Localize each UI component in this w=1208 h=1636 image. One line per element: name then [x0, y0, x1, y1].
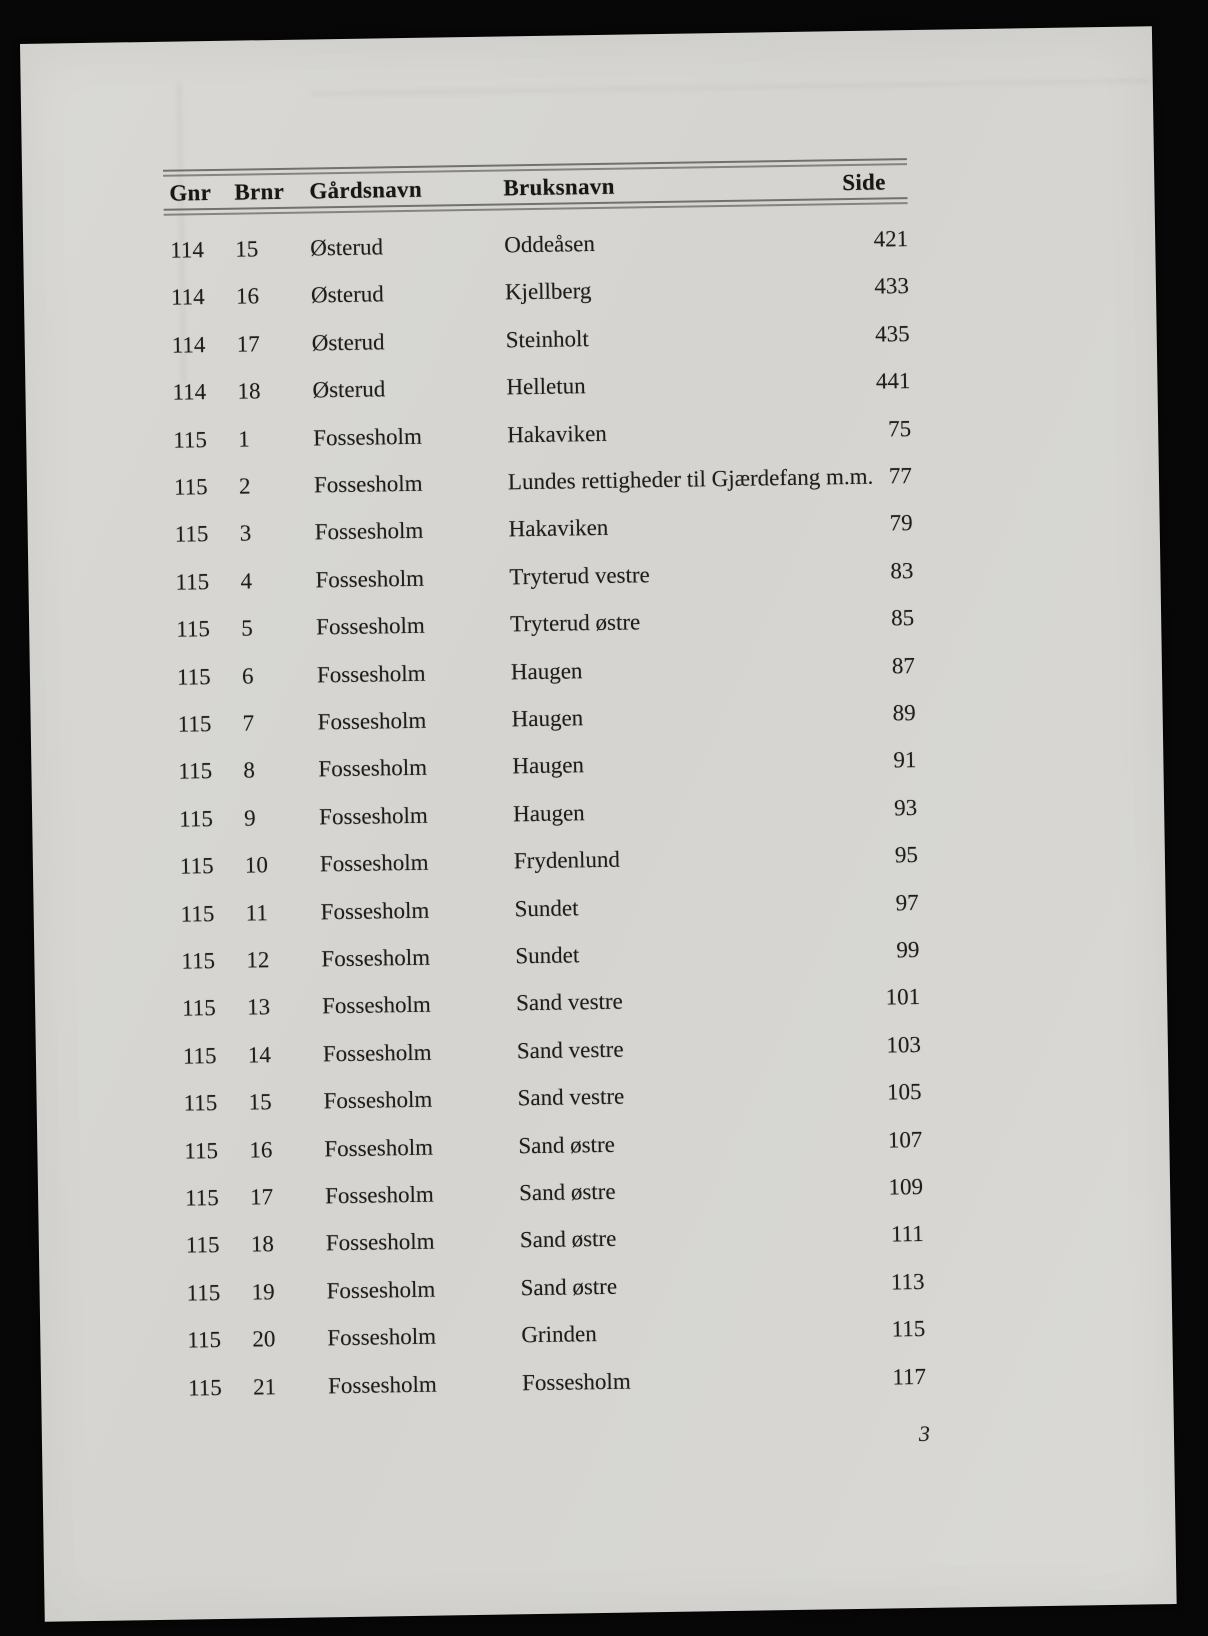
cell-side: 87 — [891, 652, 916, 678]
cell-side: 109 — [888, 1173, 924, 1200]
cell-gardsnavn: Fossesholm — [327, 1371, 437, 1398]
cell-gnr: 115 — [186, 1279, 221, 1306]
cell-gnr: 114 — [171, 331, 206, 358]
table-row — [24, 270, 1156, 318]
cell-bruksnavn: Sand østre — [519, 1226, 617, 1253]
cell-gardsnavn: Fossesholm — [321, 944, 431, 972]
cell-side: 79 — [889, 510, 913, 536]
cell-brnr: 3 — [239, 520, 252, 546]
cell-side: 111 — [890, 1221, 924, 1247]
cell-gardsnavn: Fossesholm — [318, 755, 428, 782]
cell-side: 75 — [887, 415, 912, 442]
cell-gardsnavn: Østerud — [310, 234, 384, 261]
cell-bruksnavn: Haugen — [511, 705, 584, 732]
cell-brnr: 15 — [235, 236, 259, 262]
cell-gnr: 115 — [178, 758, 213, 784]
cell-side: 113 — [890, 1268, 925, 1295]
cell-gnr: 115 — [175, 568, 210, 595]
cell-gardsnavn: Fossesholm — [324, 1181, 434, 1209]
page-number: 3 — [918, 1420, 931, 1447]
cell-gnr: 115 — [181, 948, 216, 974]
table-row — [35, 980, 1167, 1028]
cell-gnr: 115 — [177, 711, 212, 737]
cell-side: 95 — [894, 842, 919, 868]
column-header-gnr: Gnr — [169, 180, 212, 206]
cell-gnr: 115 — [173, 426, 208, 453]
cell-bruksnavn: Haugen — [512, 752, 585, 779]
cell-side: 441 — [875, 368, 911, 394]
cell-side: 101 — [885, 984, 921, 1010]
cell-bruksnavn: Sand vestre — [515, 989, 623, 1016]
cell-gardsnavn: Fossesholm — [315, 565, 425, 593]
cell-brnr: 19 — [251, 1278, 275, 1305]
cell-gnr: 115 — [187, 1374, 222, 1401]
cell-bruksnavn: Sand østre — [520, 1273, 618, 1301]
cell-side: 91 — [893, 747, 917, 773]
cell-side: 107 — [887, 1126, 923, 1153]
cell-gnr: 114 — [170, 237, 205, 263]
cell-gardsnavn: Fossesholm — [324, 1134, 434, 1161]
column-header-bruksnavn: Bruksnavn — [503, 173, 615, 201]
cell-brnr: 16 — [235, 283, 260, 310]
cell-brnr: 6 — [241, 663, 254, 689]
cell-bruksnavn: Helletun — [506, 373, 586, 400]
cell-gnr: 115 — [182, 1042, 217, 1069]
cell-gardsnavn: Fossesholm — [313, 423, 423, 451]
column-header-gardsnavn: Gårdsnavn — [309, 176, 423, 204]
cell-gnr: 115 — [180, 900, 215, 927]
table-row — [25, 317, 1157, 365]
cell-gardsnavn: Østerud — [311, 329, 385, 356]
table-row — [38, 1170, 1170, 1218]
column-header-side: Side — [842, 169, 886, 196]
cell-bruksnavn: Sand østre — [518, 1131, 616, 1158]
cell-brnr: 17 — [236, 331, 260, 357]
cell-gardsnavn: Fossesholm — [319, 849, 429, 877]
cell-side: 103 — [886, 1031, 922, 1058]
column-header-brnr: Brnr — [234, 178, 285, 205]
cell-gardsnavn: Østerud — [310, 281, 384, 308]
cell-brnr: 7 — [242, 710, 255, 736]
cell-side: 433 — [874, 273, 910, 299]
table-row — [28, 554, 1160, 602]
cell-gardsnavn: Fossesholm — [316, 660, 426, 688]
cell-gnr: 115 — [185, 1232, 220, 1258]
cell-bruksnavn: Sand østre — [518, 1178, 616, 1206]
cell-gardsnavn: Fossesholm — [323, 1086, 433, 1114]
cell-gnr: 115 — [173, 474, 208, 500]
cell-gardsnavn: Fossesholm — [322, 1039, 432, 1067]
cell-bruksnavn: Sundet — [515, 942, 580, 969]
cell-gardsnavn: Fossesholm — [315, 612, 426, 640]
cell-gardsnavn: Fossesholm — [317, 707, 427, 735]
cell-gardsnavn: Østerud — [312, 376, 386, 403]
cell-brnr: 11 — [245, 899, 269, 926]
cell-bruksnavn: Steinholt — [505, 325, 589, 353]
table-row — [31, 744, 1163, 792]
cell-gnr: 115 — [187, 1327, 222, 1353]
cell-bruksnavn: Fossesholm — [521, 1368, 631, 1395]
cell-gnr: 115 — [178, 805, 214, 832]
cell-brnr: 2 — [238, 473, 251, 499]
cell-side: 435 — [874, 320, 910, 347]
cell-bruksnavn: Haugen — [512, 800, 585, 827]
table-row — [30, 649, 1162, 697]
cell-side: 77 — [888, 463, 913, 489]
cell-gnr: 115 — [179, 853, 214, 879]
cell-side: 105 — [886, 1079, 922, 1105]
table-row — [25, 364, 1157, 412]
cell-bruksnavn: Tryterud vestre — [509, 561, 650, 590]
table-row — [31, 696, 1163, 744]
cell-brnr: 20 — [252, 1326, 276, 1352]
cell-gardsnavn: Fossesholm — [325, 1229, 435, 1256]
cell-side: 99 — [896, 936, 920, 963]
cell-brnr: 13 — [246, 994, 271, 1020]
cell-brnr: 21 — [252, 1373, 277, 1400]
table-row — [28, 507, 1160, 555]
cell-bruksnavn: Sand vestre — [517, 1083, 625, 1111]
cell-bruksnavn: Frydenlund — [513, 846, 621, 874]
cell-brnr: 9 — [243, 805, 256, 831]
table-row — [36, 1075, 1168, 1123]
table-row — [23, 222, 1155, 270]
cell-gardsnavn: Fossesholm — [314, 518, 424, 545]
cell-bruksnavn: Sand vestre — [516, 1036, 624, 1064]
cell-gardsnavn: Fossesholm — [318, 802, 428, 830]
cell-brnr: 14 — [247, 1041, 272, 1068]
cell-brnr: 4 — [240, 568, 253, 594]
cell-brnr: 15 — [248, 1089, 272, 1115]
cell-bruksnavn: Haugen — [510, 657, 583, 684]
cell-bruksnavn: Hakaviken — [508, 515, 609, 542]
cell-side: 89 — [892, 700, 916, 726]
cell-gnr: 115 — [181, 995, 217, 1021]
cell-brnr: 18 — [237, 378, 261, 404]
cell-gardsnavn: Fossesholm — [326, 1276, 436, 1304]
cell-side: 83 — [890, 557, 914, 584]
cell-bruksnavn: Sundet — [514, 894, 579, 921]
cell-side: 85 — [890, 605, 915, 631]
cell-side: 93 — [893, 794, 918, 821]
cell-brnr: 16 — [249, 1136, 273, 1163]
cell-bruksnavn: Hakaviken — [506, 420, 608, 447]
table-body — [20, 26, 1177, 1622]
cell-bruksnavn: Lundes rettigheder til Gjærdefang m.m. — [507, 463, 874, 495]
cell-gardsnavn: Fossesholm — [321, 992, 431, 1019]
cell-brnr: 8 — [243, 757, 256, 783]
cell-gardsnavn: Fossesholm — [327, 1323, 437, 1351]
cell-brnr: 5 — [241, 615, 253, 641]
cell-brnr: 17 — [249, 1184, 274, 1210]
cell-side: 117 — [892, 1363, 927, 1390]
cell-side: 115 — [891, 1316, 926, 1342]
cell-gnr: 115 — [176, 616, 211, 642]
cell-gardsnavn: Fossesholm — [313, 470, 423, 498]
cell-bruksnavn: Grinden — [521, 1321, 597, 1348]
table-row — [36, 1028, 1168, 1076]
cell-brnr: 18 — [250, 1231, 275, 1257]
table-row — [41, 1360, 1173, 1408]
cell-side: 421 — [873, 226, 909, 252]
cell-brnr: 10 — [244, 852, 269, 878]
cell-bruksnavn: Tryterud østre — [509, 609, 641, 637]
cell-bruksnavn: Oddeåsen — [504, 230, 596, 258]
cell-gnr: 115 — [176, 663, 211, 690]
cell-side: 97 — [895, 889, 919, 915]
cell-gnr: 114 — [170, 284, 205, 311]
cell-gnr: 115 — [174, 521, 209, 548]
cell-brnr: 12 — [246, 947, 270, 973]
cell-gnr: 115 — [184, 1185, 219, 1211]
cell-gnr: 114 — [172, 379, 207, 405]
table-row — [40, 1312, 1172, 1360]
cell-gardsnavn: Fossesholm — [320, 897, 430, 924]
table-row — [32, 791, 1164, 839]
table-row — [37, 1123, 1169, 1171]
cell-bruksnavn: Kjellberg — [504, 278, 592, 305]
table-row — [34, 886, 1166, 934]
table-row — [29, 601, 1161, 649]
table-row — [27, 459, 1159, 507]
table-row — [33, 838, 1165, 886]
table-row — [39, 1265, 1171, 1313]
paper-sheet — [20, 26, 1177, 1622]
cell-brnr: 1 — [238, 426, 250, 452]
table-row — [34, 933, 1166, 981]
table-row — [26, 412, 1158, 460]
table-row — [39, 1217, 1171, 1265]
cell-gnr: 115 — [184, 1137, 219, 1164]
cell-gnr: 115 — [183, 1090, 218, 1116]
